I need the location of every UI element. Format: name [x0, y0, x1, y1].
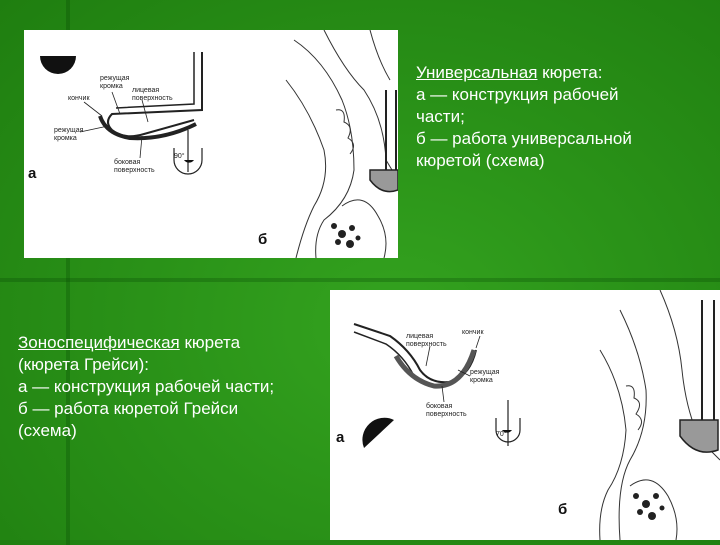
label-face-a: лицевая — [132, 87, 160, 94]
caption-bottom-line1: кюрета — [179, 333, 241, 352]
svg-text:режущаякромка — [54, 127, 84, 142]
caption-bottom-term: Зоноспецифическая — [18, 333, 180, 352]
caption-top-line2: а — конструкция рабочей — [416, 85, 619, 104]
label-cutting-edge-2a: режущая — [54, 127, 84, 134]
label-cutting-edge-b: кромка — [470, 377, 493, 384]
universal-curette-figure — [24, 30, 398, 258]
bone-texture — [633, 493, 665, 520]
caption-bottom-line4: б — работа кюретой Грейси — [18, 399, 239, 418]
svg-text:режущаякромка — [100, 75, 130, 90]
caption-top-line1: кюрета: — [537, 63, 603, 82]
label-tip: кончик — [462, 329, 484, 336]
label-cutting-edge-2b: кромка — [54, 135, 77, 142]
angle-label: 70° — [496, 431, 507, 438]
label-part-b: б — [558, 501, 568, 518]
curette-blade — [100, 116, 196, 138]
svg-text:лицеваяповерхность — [406, 333, 447, 348]
caption-top-term: Универсальная — [416, 63, 538, 82]
label-side-a: боковая — [114, 159, 141, 166]
label-cutting-edge-1a: режущая — [100, 75, 130, 82]
svg-text:лицеваяповерхность — [132, 87, 173, 102]
cross-section-shape — [40, 56, 76, 74]
label-side-a: боковая — [426, 403, 453, 410]
gracey-curette-caption — [18, 332, 330, 442]
curette-in-pocket — [680, 300, 718, 452]
angle-label: 90° — [174, 153, 185, 160]
universal-curette-diagram — [24, 30, 398, 258]
label-part-a: а — [28, 165, 37, 182]
caption-top-line5: кюретой (схема) — [416, 151, 545, 170]
svg-text:боковаяповерхность — [114, 158, 155, 174]
label-face-b: поверхность — [406, 341, 447, 348]
caption-top-line4: б — работа универсальной — [416, 129, 632, 148]
gracey-curette-figure — [330, 290, 720, 540]
tooth-scheme — [286, 30, 398, 258]
label-cutting-edge-a: режущая — [470, 369, 500, 376]
universal-curette-caption — [416, 62, 716, 172]
svg-text:режущаякромка — [470, 369, 500, 384]
label-face-a: лицевая — [406, 333, 434, 340]
gracey-curette-diagram — [330, 290, 720, 540]
label-part-a: а — [336, 429, 345, 446]
caption-bottom-line3: а — конструкция рабочей части; — [18, 377, 275, 396]
label-face-b: поверхность — [132, 95, 173, 102]
label-tip: кончик — [68, 95, 90, 102]
caption-bottom-line5: (схема) — [18, 421, 77, 440]
label-side-b: поверхность — [114, 167, 155, 174]
label-cutting-edge-1b: кромка — [100, 83, 123, 90]
cross-section-shape — [362, 418, 394, 448]
bone-texture — [331, 223, 361, 248]
svg-text:боковаяповерхность — [426, 402, 467, 418]
label-part-b: б — [258, 231, 268, 248]
caption-top-line3: части; — [416, 107, 465, 126]
caption-bottom-line2: (кюрета Грейси): — [18, 355, 150, 374]
label-side-b: поверхность — [426, 411, 467, 418]
